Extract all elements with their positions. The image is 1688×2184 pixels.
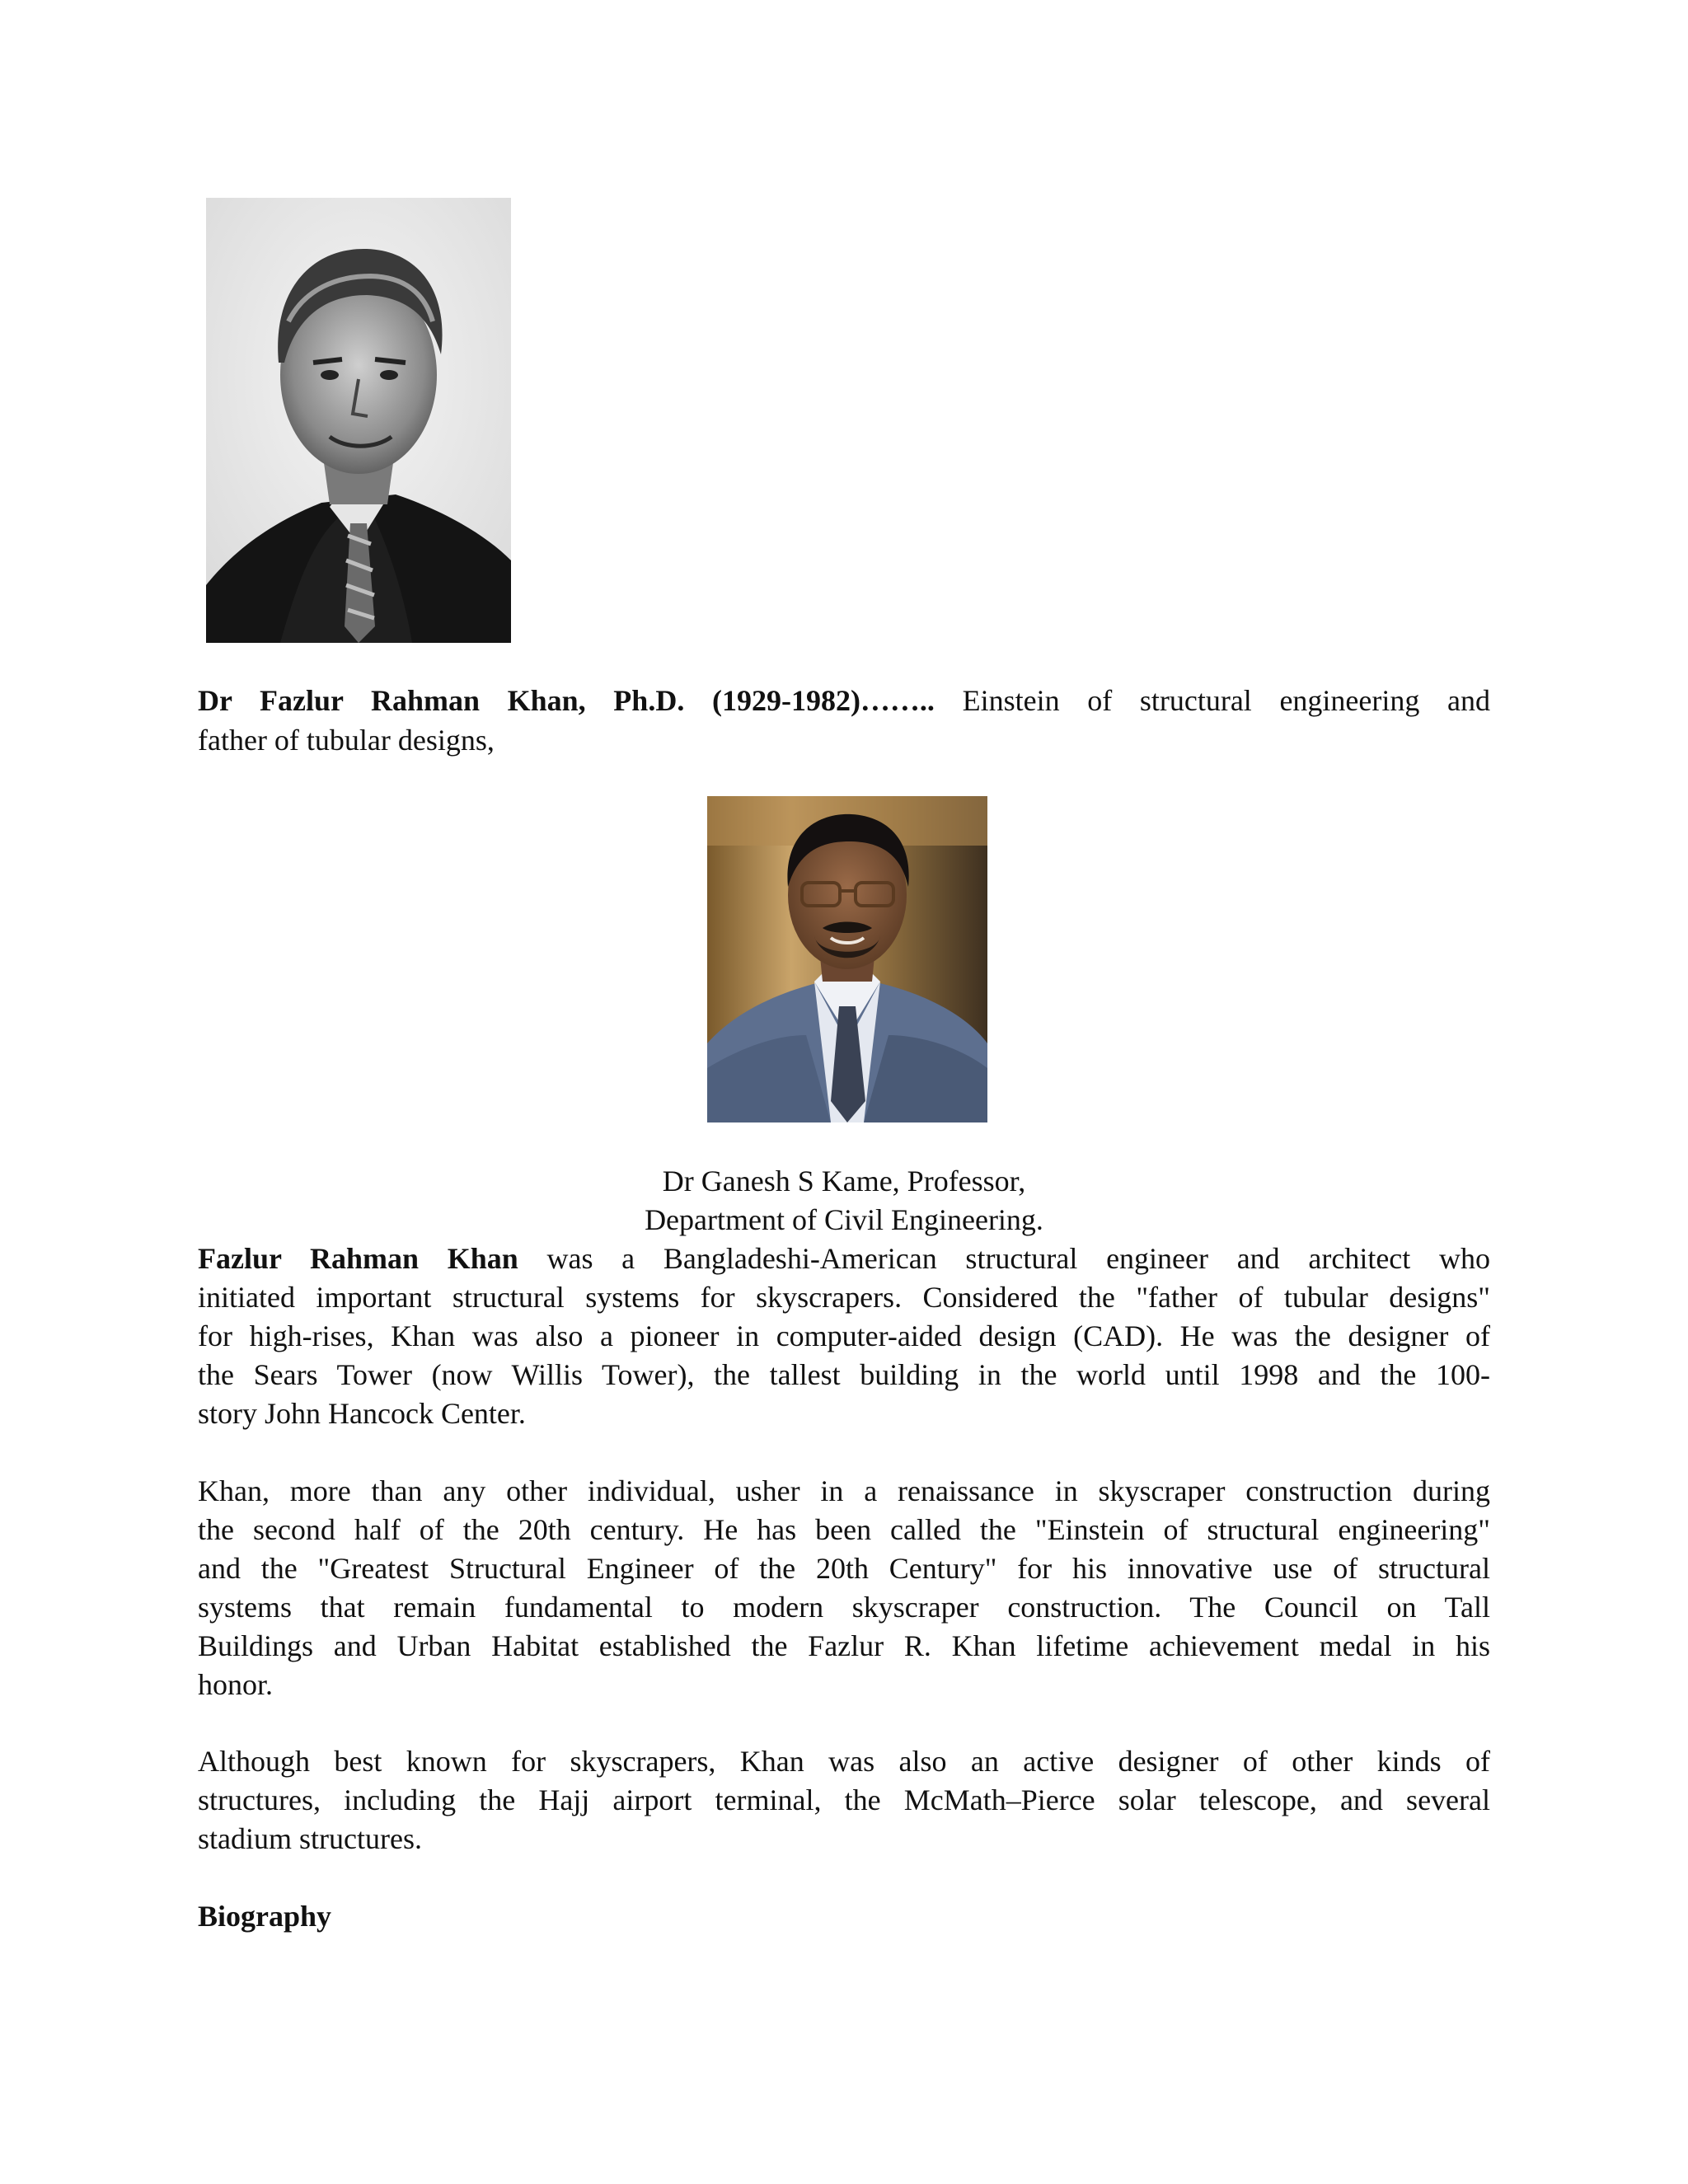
para1-lead-bold: Fazlur Rahman Khan xyxy=(198,1242,518,1275)
para3-line-1: Although best known for skyscrapers, Khan was also an active designer of other kinds of xyxy=(198,1745,1490,1778)
paragraph-intro xyxy=(198,1240,1490,1433)
para2-line-5: Buildings and Urban Habitat established the Fazlur R. Khan lifetime achievement medal in his xyxy=(198,1629,1490,1662)
author-name-line: Dr Ganesh S Kame, Professor, xyxy=(662,1165,1026,1197)
para1-line-5: story John Hancock Center. xyxy=(198,1397,526,1430)
para1-line-1-text: was a Bangladeshi-American structural engineer and architect who xyxy=(518,1242,1490,1275)
caption-title-bold: Dr Fazlur Rahman Khan, Ph.D. (1929-1982)…….. xyxy=(198,684,935,717)
para3-line-3: stadium structures. xyxy=(198,1822,422,1855)
para1-line-2: initiated important structural systems for skyscrapers. Considered the "father of tubular designs" xyxy=(198,1281,1490,1314)
para1-line-1 xyxy=(198,1240,1490,1278)
para1-line-3: for high-rises, Khan was also a pioneer in computer-aided design (CAD). He was the designer of xyxy=(198,1319,1490,1352)
para1-line-4: the Sears Tower (now Willis Tower), the tallest building in the world until 1998 and the 100- xyxy=(198,1358,1490,1391)
author-block xyxy=(198,1162,1490,1240)
para2-line-2: the second half of the 20th century. He has been called the "Einstein of structural engineering" xyxy=(198,1513,1490,1546)
para3-line-2: structures, including the Hajj airport terminal, the McMath–Pierce solar telescope, and several xyxy=(198,1783,1490,1816)
portrait-photo-author xyxy=(707,796,987,1122)
biography-heading: Biography xyxy=(198,1900,332,1933)
portrait-photo-khan xyxy=(206,198,511,643)
para2-line-4: systems that remain fundamental to modern skyscraper construction. The Council on Tall xyxy=(198,1591,1490,1624)
para2-line-6: honor. xyxy=(198,1668,274,1701)
para2-line-3: and the "Greatest Structural Engineer of the 20th Century" for his innovative use of structural xyxy=(198,1552,1490,1585)
caption-title-rest: Einstein of structural engineering and xyxy=(934,684,1491,717)
portrait-caption xyxy=(198,681,1490,760)
paragraph-renaissance xyxy=(198,1472,1490,1704)
biography-heading-block xyxy=(198,1897,1490,1936)
caption-line-2: father of tubular designs, xyxy=(198,724,495,757)
paragraph-other-structures xyxy=(198,1742,1490,1858)
para2-line-1: Khan, more than any other individual, usher in a renaissance in skyscraper construction during xyxy=(198,1474,1490,1507)
author-dept-line: Department of Civil Engineering. xyxy=(645,1203,1043,1236)
caption-line-1 xyxy=(198,681,1490,720)
